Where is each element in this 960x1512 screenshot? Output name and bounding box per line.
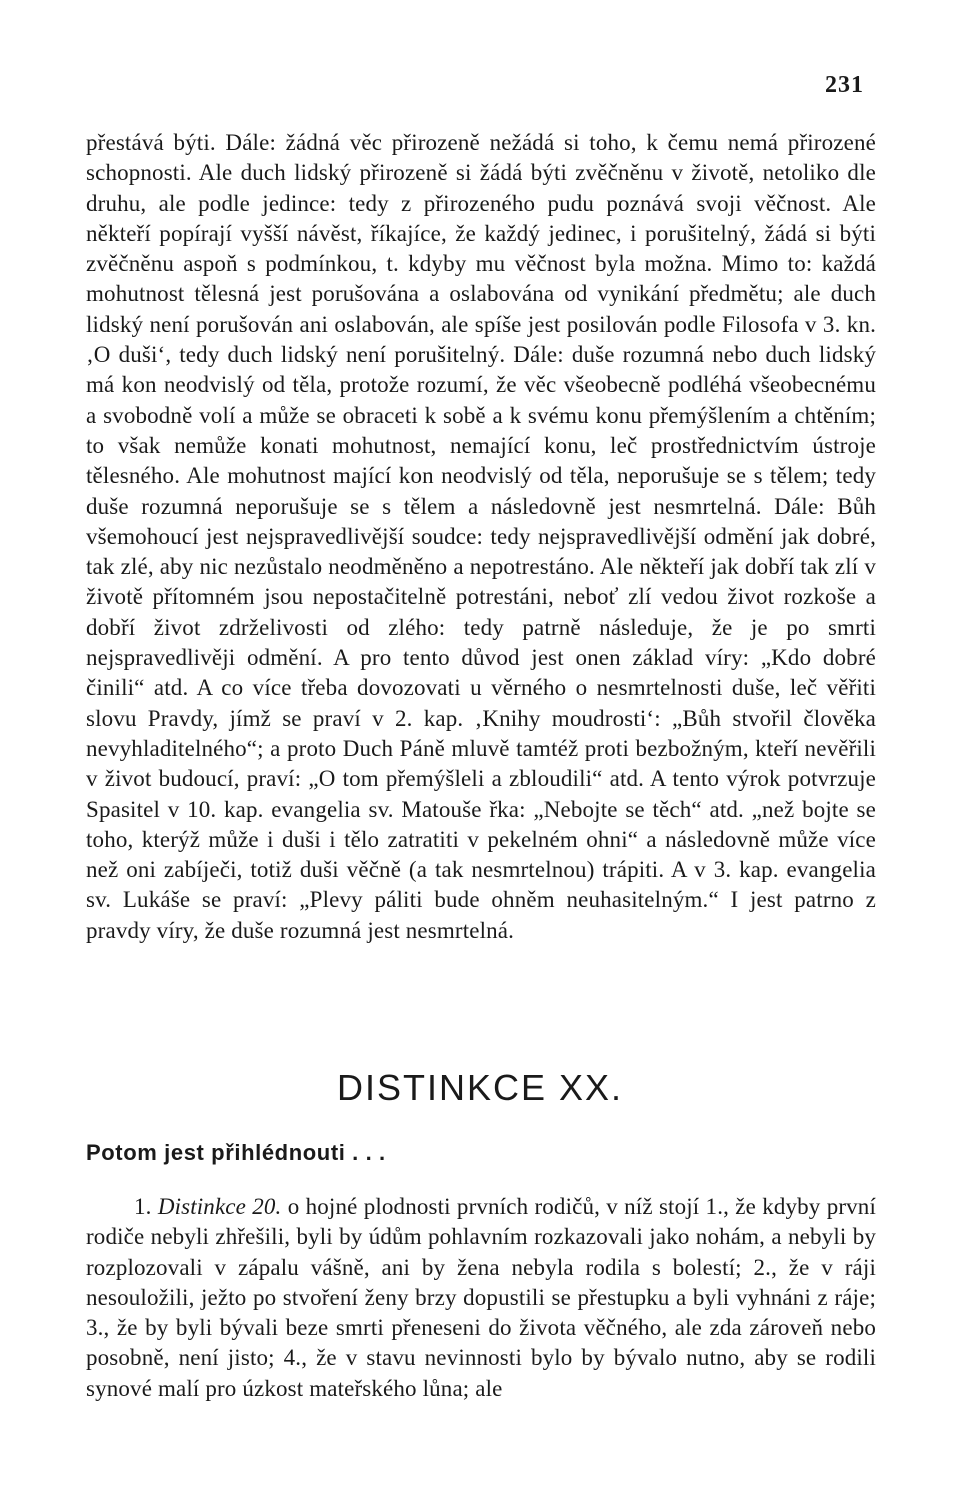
section-lead: Potom jest přihlédnouti . . . [86,1140,386,1165]
body-text [86,128,876,946]
item-number: 1. [134,1194,152,1219]
page-number: 231 [825,72,864,98]
distinction-heading: DISTINKCE XX. [336,1067,624,1108]
item-text: o hojné plodnosti prvních rodičů, v níž stojí 1., že kdyby první rodiče nebyli zhřešili, byli by údům pohlavním rozkazovali jako nohám, a nebyli by rozplozovali v zápalu vášně, ani by žena nebyla rodila s bolestí; 2., že v ráji nesouložili, ježto po stvoření ženy brzy dopustili se přestupku a byli vyhnáni z ráje; 3., že by byli bývali beze smrti přeneseni do života věčného, ale zda zároveň nebo posobně, není jisto; 4., že v stavu nevinnosti bylo by bývalo nutno, aby se rodili synové malí pro úzkost mateřského lůna; ale [86,1194,876,1401]
item-reference: Distinkce 20. [157,1194,282,1219]
distinction-item [86,1192,876,1404]
body-paragraph: přestává býti. Dále: žádná věc přirozeně nežádá si toho, k čemu nemá přirozené schopnosti. Ale duch lidský přirozeně si žádá býti zvěčněnu v životě, netoliko dle druhu, ale podle jedince: tedy z přirozeného pudu poznává svoji věčnost. Ale někteří popírají vyšší návěst, říkajíce, že každý jedinec, i porušitelný, žádá si býti zvěčněnu aspoň s podmínkou, t. kdyby mu věčnost byla možna. Mimo to: každá mohutnost tělesná jest porušována a oslabována od vynikání předmětu; ale duch lidský není porušován ani oslabován, ale spíše jest posilován podle Filosofa v 3. kn. ‚O duši‘, tedy duch lidský není porušitelný. Dále: duše rozumná nebo duch lidský má kon neodvislý od těla, protože rozumí, že věc všeobecně podléhá všeobecnému a svobodně volí a může se obraceti k sobě a k svému konu přemýšlením a chtěním; to však nemůže konati mohutnost, nemající konu, leč prostřednictvím ústroje tělesného. Ale mohutnost mající kon neodvislý od těla, neporušuje se s tělem; tedy duše rozumná neporušuje se s tělem a následovně jest nesmrtelná. Dále: Bůh všemohoucí jest nejspravedlivější soudce: tedy nejspravedlivější odmění jak dobré, tak zlé, aby nic nezůstalo neodměněno a nepotrestáno. Ale někteří jak dobří tak zlí v životě přítomném jsou nepostačitelně potrestáni, neboť zlí vedou život rozkoše a dobří život zdrželivosti od zlého: tedy patrně následuje, že je po smrti nejspravedlivěji odmění. A pro tento důvod jest onen základ víry: „Kdo dobré činili“ atd. A co více třeba dovozovati u věrného o nesmrtelnosti duše, leč věřiti slovu Pravdy, jímž se praví v 2. kap. ‚Knihy moudrosti‘: „Bůh stvořil člověka nevyhladitelného“; a proto Duch Páně mluvě tamtéž proti bezbožným, kteří nevěřili v život budoucí, praví: „O tom přemýšleli a zbloudili“ atd. A tento výrok potvrzuje Spasitel v 10. kap. evangelia sv. Matouše řka: „Nebojte se těch“ atd. „než bojte se toho, kterýž může i duši i tělo zatratiti v pekelném ohni“ a následovně může více než oni zabíječi, totiž duši věčně (a tak nesmrtelnou) trápiti. A v 3. kap. evangelia sv. Lukáše se praví: „Plevy páliti bude ohněm neuhasitelným.“ I jest patrno z pravdy víry, že duše rozumná jest nesmrtelná. [86,130,876,943]
distinction-item-paragraph [86,1192,876,1404]
